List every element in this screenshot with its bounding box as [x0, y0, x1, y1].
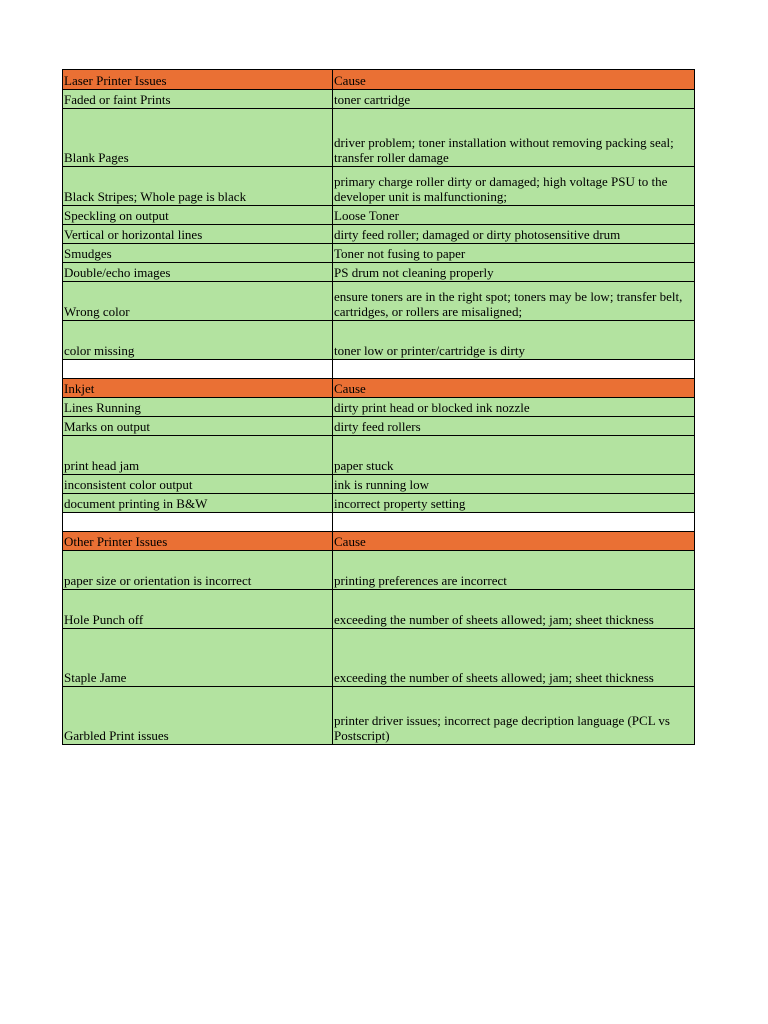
issue-cell[interactable]: Vertical or horizontal lines [63, 225, 333, 244]
cause-cell[interactable]: dirty print head or blocked ink nozzle [333, 398, 695, 417]
table-row [63, 109, 695, 167]
table-row [63, 321, 695, 360]
empty-cell[interactable] [63, 360, 333, 379]
table-row [63, 417, 695, 436]
cause-cell[interactable]: dirty feed rollers [333, 417, 695, 436]
blank-row [63, 360, 695, 379]
cause-cell[interactable]: ink is running low [333, 475, 695, 494]
blank-row [63, 513, 695, 532]
cause-cell[interactable]: toner cartridge [333, 90, 695, 109]
issue-cell[interactable]: Lines Running [63, 398, 333, 417]
table-row [63, 398, 695, 417]
cause-cell[interactable]: ensure toners are in the right spot; toners may be low; transfer belt, cartridges, or rollers are misaligned; [333, 282, 695, 321]
table-row [63, 282, 695, 321]
cause-cell[interactable]: Loose Toner [333, 206, 695, 225]
issue-cell[interactable]: paper size or orientation is incorrect [63, 551, 333, 590]
cause-cell[interactable]: paper stuck [333, 436, 695, 475]
table-row [63, 225, 695, 244]
cause-cell[interactable]: printing preferences are incorrect [333, 551, 695, 590]
header-issue-cell[interactable]: Other Printer Issues [63, 532, 333, 551]
table-row [63, 475, 695, 494]
section-header-laser [63, 70, 695, 90]
table-row [63, 244, 695, 263]
cause-cell[interactable]: primary charge roller dirty or damaged; high voltage PSU to the developer unit is malfunctioning; [333, 167, 695, 206]
section-header-other [63, 532, 695, 551]
table-row [63, 167, 695, 206]
issue-cell[interactable]: Wrong color [63, 282, 333, 321]
issue-cell[interactable]: Double/echo images [63, 263, 333, 282]
header-cause-cell[interactable]: Cause [333, 70, 695, 90]
spreadsheet-sheet [62, 69, 694, 745]
cause-cell[interactable]: toner low or printer/cartridge is dirty [333, 321, 695, 360]
cause-cell[interactable]: dirty feed roller; damaged or dirty photosensitive drum [333, 225, 695, 244]
issue-cell[interactable]: Faded or faint Prints [63, 90, 333, 109]
issue-cell[interactable]: Hole Punch off [63, 590, 333, 629]
table-row [63, 629, 695, 687]
table-row [63, 436, 695, 475]
issue-cell[interactable]: Speckling on output [63, 206, 333, 225]
header-cause-cell[interactable]: Cause [333, 532, 695, 551]
header-issue-cell[interactable]: Laser Printer Issues [63, 70, 333, 90]
cause-cell[interactable]: exceeding the number of sheets allowed; jam; sheet thickness [333, 629, 695, 687]
table-row [63, 494, 695, 513]
cause-cell[interactable]: exceeding the number of sheets allowed; jam; sheet thickness [333, 590, 695, 629]
cause-cell[interactable]: PS drum not cleaning properly [333, 263, 695, 282]
table-row [63, 206, 695, 225]
issue-cell[interactable]: Black Stripes; Whole page is black [63, 167, 333, 206]
table-row [63, 551, 695, 590]
cause-cell[interactable]: incorrect property setting [333, 494, 695, 513]
issue-cell[interactable]: color missing [63, 321, 333, 360]
header-issue-cell[interactable]: Inkjet [63, 379, 333, 398]
section-header-inkjet [63, 379, 695, 398]
empty-cell[interactable] [63, 513, 333, 532]
empty-cell[interactable] [333, 360, 695, 379]
cause-cell[interactable]: driver problem; toner installation without removing packing seal; transfer roller damage [333, 109, 695, 167]
table-row [63, 687, 695, 745]
empty-cell[interactable] [333, 513, 695, 532]
issue-cell[interactable]: Smudges [63, 244, 333, 263]
issue-cell[interactable]: document printing in B&W [63, 494, 333, 513]
header-cause-cell[interactable]: Cause [333, 379, 695, 398]
cause-cell[interactable]: printer driver issues; incorrect page decription language (PCL vs Postscript) [333, 687, 695, 745]
issue-cell[interactable]: Staple Jame [63, 629, 333, 687]
cause-cell[interactable]: Toner not fusing to paper [333, 244, 695, 263]
table-row [63, 263, 695, 282]
issue-cell[interactable]: Marks on output [63, 417, 333, 436]
issue-cell[interactable]: Garbled Print issues [63, 687, 333, 745]
issue-cell[interactable]: inconsistent color output [63, 475, 333, 494]
table-row [63, 590, 695, 629]
printer-issues-table [62, 69, 695, 745]
table-row [63, 90, 695, 109]
issue-cell[interactable]: print head jam [63, 436, 333, 475]
issue-cell[interactable]: Blank Pages [63, 109, 333, 167]
